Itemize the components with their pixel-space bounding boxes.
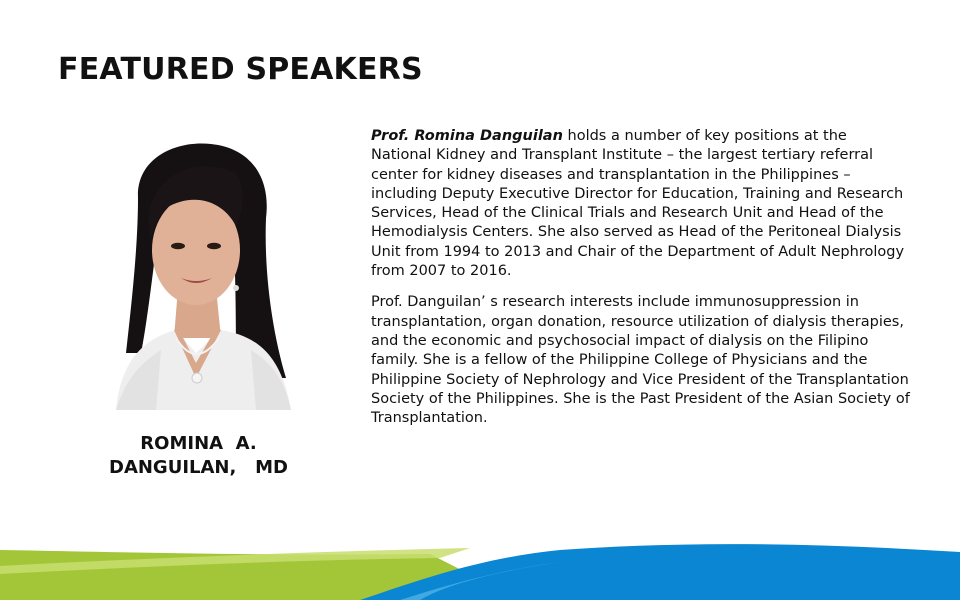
- bio-paragraph-1-text: holds a number of key positions at the National Kidney and Transplant Institute – the largest tertiary referral center for kidney diseases and transplantation in the Philippines – including Deputy Executive Director for Education, Training and Research Services, Head of the Clinical Trials and Research Unit and Head of the Hemodialysis Centers. She also served as Head of the Peritoneal Dialysis Unit from 1994 to 2013 and Chair of the Department of Adult Nephrology from 2007 to 2016.: [371, 128, 905, 280]
- speaker-bio: [371, 127, 911, 440]
- bio-paragraph-2: Prof. Danguilan’ s research interests include immunosuppression in transplantation, organ donation, resource utilization of dialysis therapies, and the economic and psychosocial impact of dialysis on the Filipino family. She is a fellow of the Philippine College of Physicians and the Philippine Society of Nephrology and Vice President of the Transplantation Society of the Philippines. She is the Past President of the Asian Society of Transplantation.: [371, 294, 910, 427]
- speaker-photo: [86, 138, 311, 410]
- bio-paragraph-1: [371, 127, 911, 281]
- speaker-name: ROMINA A. DANGUILAN, MD: [109, 433, 288, 478]
- speaker-portrait-icon: [86, 138, 311, 410]
- bio-lead-name: Prof. Romina Danguilan: [371, 128, 563, 144]
- footer-band: [0, 540, 960, 600]
- slide-title: FEATURED SPEAKERS: [58, 52, 423, 87]
